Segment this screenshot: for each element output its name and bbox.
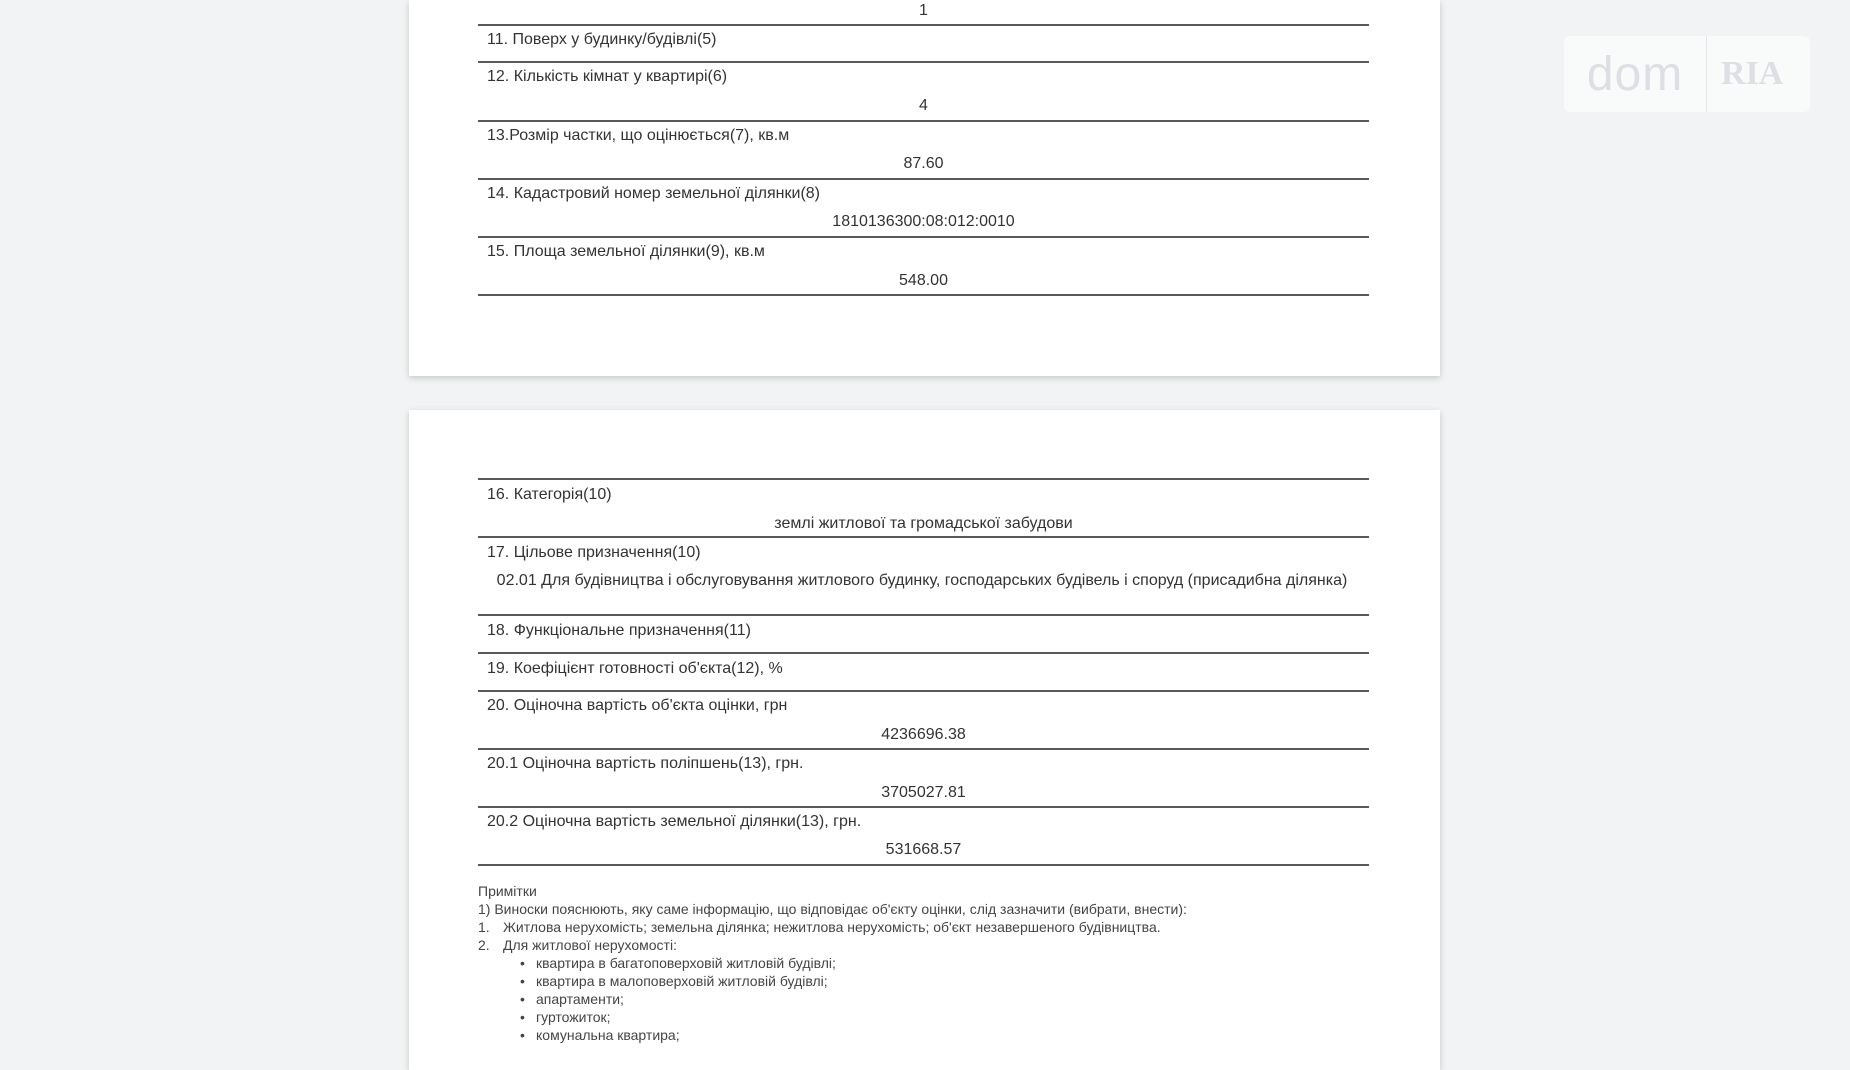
row-estimated-value [478, 692, 1369, 750]
document-page-1 [409, 0, 1440, 376]
notes-bullet: • гуртожиток; [478, 1008, 1369, 1026]
watermark-ria-text: RIA [1721, 55, 1784, 92]
notes-bullet: • квартира в малоповерховій житловій будівлі; [478, 972, 1369, 990]
notes-section [478, 882, 1369, 1044]
notes-bullet: • апартаменти; [478, 990, 1369, 1008]
row-value: 4 [919, 97, 928, 114]
row-purpose [478, 538, 1369, 616]
row-label: 12. Кількість кімнат у квартирі(6) [487, 68, 728, 85]
row-label: 15. Площа земельної ділянки(9), кв.м [487, 243, 765, 260]
notes-item-number: 2. [478, 937, 490, 953]
row-land-area [478, 238, 1369, 296]
row-value: 3705027.81 [881, 784, 966, 801]
notes-title: Примітки [478, 883, 537, 899]
notes-item-text: Житлова нерухомість; земельна ділянка; нежитлова нерухомість; об'єкт незавершеного будівництва. [503, 919, 1161, 935]
row-label: 17. Цільове призначення(10) [487, 544, 701, 561]
notes-item [478, 918, 1369, 936]
row-label: 20.2 Оціночна вартість земельної ділянки(13), грн. [487, 813, 862, 830]
row-value: 548.00 [899, 272, 948, 289]
row-value: землі житлової та громадської забудови [774, 515, 1073, 532]
notes-bullet: • комунальна квартира; [478, 1026, 1369, 1044]
row-value: 1810136300:08:012:0010 [832, 213, 1015, 230]
notes-item-number: 1. [478, 919, 490, 935]
notes-item-text: Для житлової нерухомості: [503, 937, 677, 953]
row-label: 20.1 Оціночна вартість поліпшень(13), грн. [487, 755, 804, 772]
row-category [478, 480, 1369, 538]
notes-line: 1) Виноски пояснюють, яку саме інформацію, що відповідає об'єкту оцінки, слід зазначити (вибрати, внести): [478, 901, 1187, 917]
row-floors [478, 26, 1369, 63]
row-value: 1 [919, 2, 928, 19]
row-rooms [478, 63, 1369, 122]
notes-item [478, 936, 1369, 954]
document-page-2 [409, 410, 1440, 1070]
row-label: 20. Оціночна вартість об'єкта оцінки, грн [487, 697, 788, 714]
row-land-value [478, 808, 1369, 866]
row-improvements-value [478, 750, 1369, 808]
row-share-size [478, 122, 1369, 180]
row-label: 18. Функціональне призначення(11) [487, 622, 751, 639]
row-value: 02.01 Для будівництва і обслуговування житлового будинку, господарських будівель і споруд (присадибна ділянка) [496, 572, 1348, 589]
row-value: 531668.57 [885, 841, 962, 858]
row-value: 4236696.38 [881, 726, 966, 743]
dom-ria-watermark-logo [1564, 36, 1810, 112]
row-functional-purpose [478, 616, 1369, 654]
row-label: 14. Кадастровий номер земельної ділянки(8) [487, 185, 820, 202]
row-label: 16. Категорія(10) [487, 486, 612, 503]
row-readiness-coefficient [478, 654, 1369, 692]
notes-bullet: • квартира в багатоповерховій житловій будівлі; [478, 954, 1369, 972]
row-label: 19. Коефіцієнт готовності об'єкта(12), % [487, 660, 783, 677]
watermark-dom-text: dom [1586, 47, 1684, 101]
value-row-10 [478, 0, 1369, 26]
row-label: 11. Поверх у будинку/будівлі(5) [487, 31, 717, 48]
row-label: 13.Розмір частки, що оцінюється(7), кв.м [487, 127, 790, 144]
row-cadastral-number [478, 180, 1369, 238]
row-value: 87.60 [903, 155, 944, 172]
